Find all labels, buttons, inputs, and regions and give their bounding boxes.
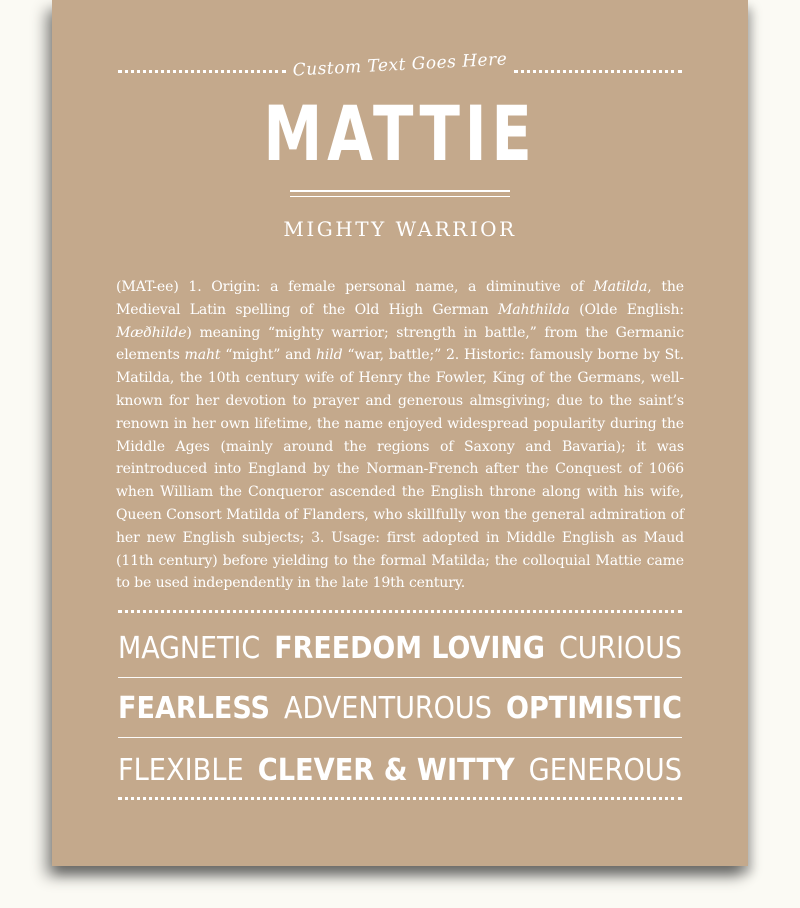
trait-word: GENEROUS xyxy=(528,752,682,788)
name-meaning: MIGHTY WARRIOR xyxy=(283,217,517,241)
dotted-divider-traits xyxy=(118,610,682,613)
dotted-divider-bottom xyxy=(118,797,682,800)
title-rule-top xyxy=(290,190,510,192)
definition-italic-term: maht xyxy=(184,347,221,364)
definition-italic-term: Mæðhilde xyxy=(116,324,187,341)
title-rule-bottom xyxy=(290,196,510,197)
definition-text: “might” and xyxy=(220,347,316,364)
definition-italic-term: Mahthilda xyxy=(498,301,570,318)
definition-text: ) meaning “mighty warrior; strength in battle,” from the Germanic elements xyxy=(116,324,684,364)
trait-word: CLEVER & WITTY xyxy=(257,752,515,788)
trait-word: ADVENTUROUS xyxy=(284,690,492,726)
definition-text: (Olde English: xyxy=(569,301,684,318)
definition-italic-term: Matilda xyxy=(593,279,648,295)
trait-word: OPTIMISTIC xyxy=(505,690,682,726)
trait-word: FEARLESS xyxy=(118,690,270,726)
trait-word: FLEXIBLE xyxy=(118,752,244,788)
traits-line-2 xyxy=(118,683,682,733)
definition-text: , the Medieval Latin spelling of the Old High German xyxy=(116,279,684,318)
traits-line-3 xyxy=(118,745,682,795)
definition-italic-term: hild xyxy=(316,347,343,364)
trait-word: CURIOUS xyxy=(558,630,682,666)
name-title: MATTIE xyxy=(263,89,537,178)
definition-text: “war, battle;” 2. Historic: famously borne by St. Matilda, the 10th century wife of Henry the Fowler, King of the Germans, well-known for her devotion to prayer and generous almsgiving; due to the saint’s renown in her own lifetime, the name enjoyed widespread popularity during the Middle Ages (mainly around the regions of Saxony and Bavaria); it was reintroduced into England by the Norman-French after the Conquest of 1066 when William the Conqueror ascended the English throne along with his wife, Queen Consort Matilda of Flanders, who skillfully won the general admiration of her new English subjects; 3. Usage: first adopted in Middle English as Maud (11th century) before yielding to the formal Matilda; the colloquial Mattie came to be used independently in the late 19th century. xyxy=(116,347,684,592)
traits-line-1 xyxy=(118,623,682,673)
definition-text: (MAT-ee) 1. Origin: a female personal name, a diminutive of xyxy=(116,279,594,295)
trait-word: FREEDOM LOVING xyxy=(274,630,545,666)
name-poster xyxy=(52,0,748,866)
dotted-divider-right xyxy=(514,70,682,73)
custom-text: Custom Text Goes Here xyxy=(292,49,508,81)
name-definition xyxy=(116,276,684,595)
traits-rule-1 xyxy=(118,677,682,678)
trait-word: MAGNETIC xyxy=(118,630,261,666)
traits-rule-2 xyxy=(118,737,682,738)
